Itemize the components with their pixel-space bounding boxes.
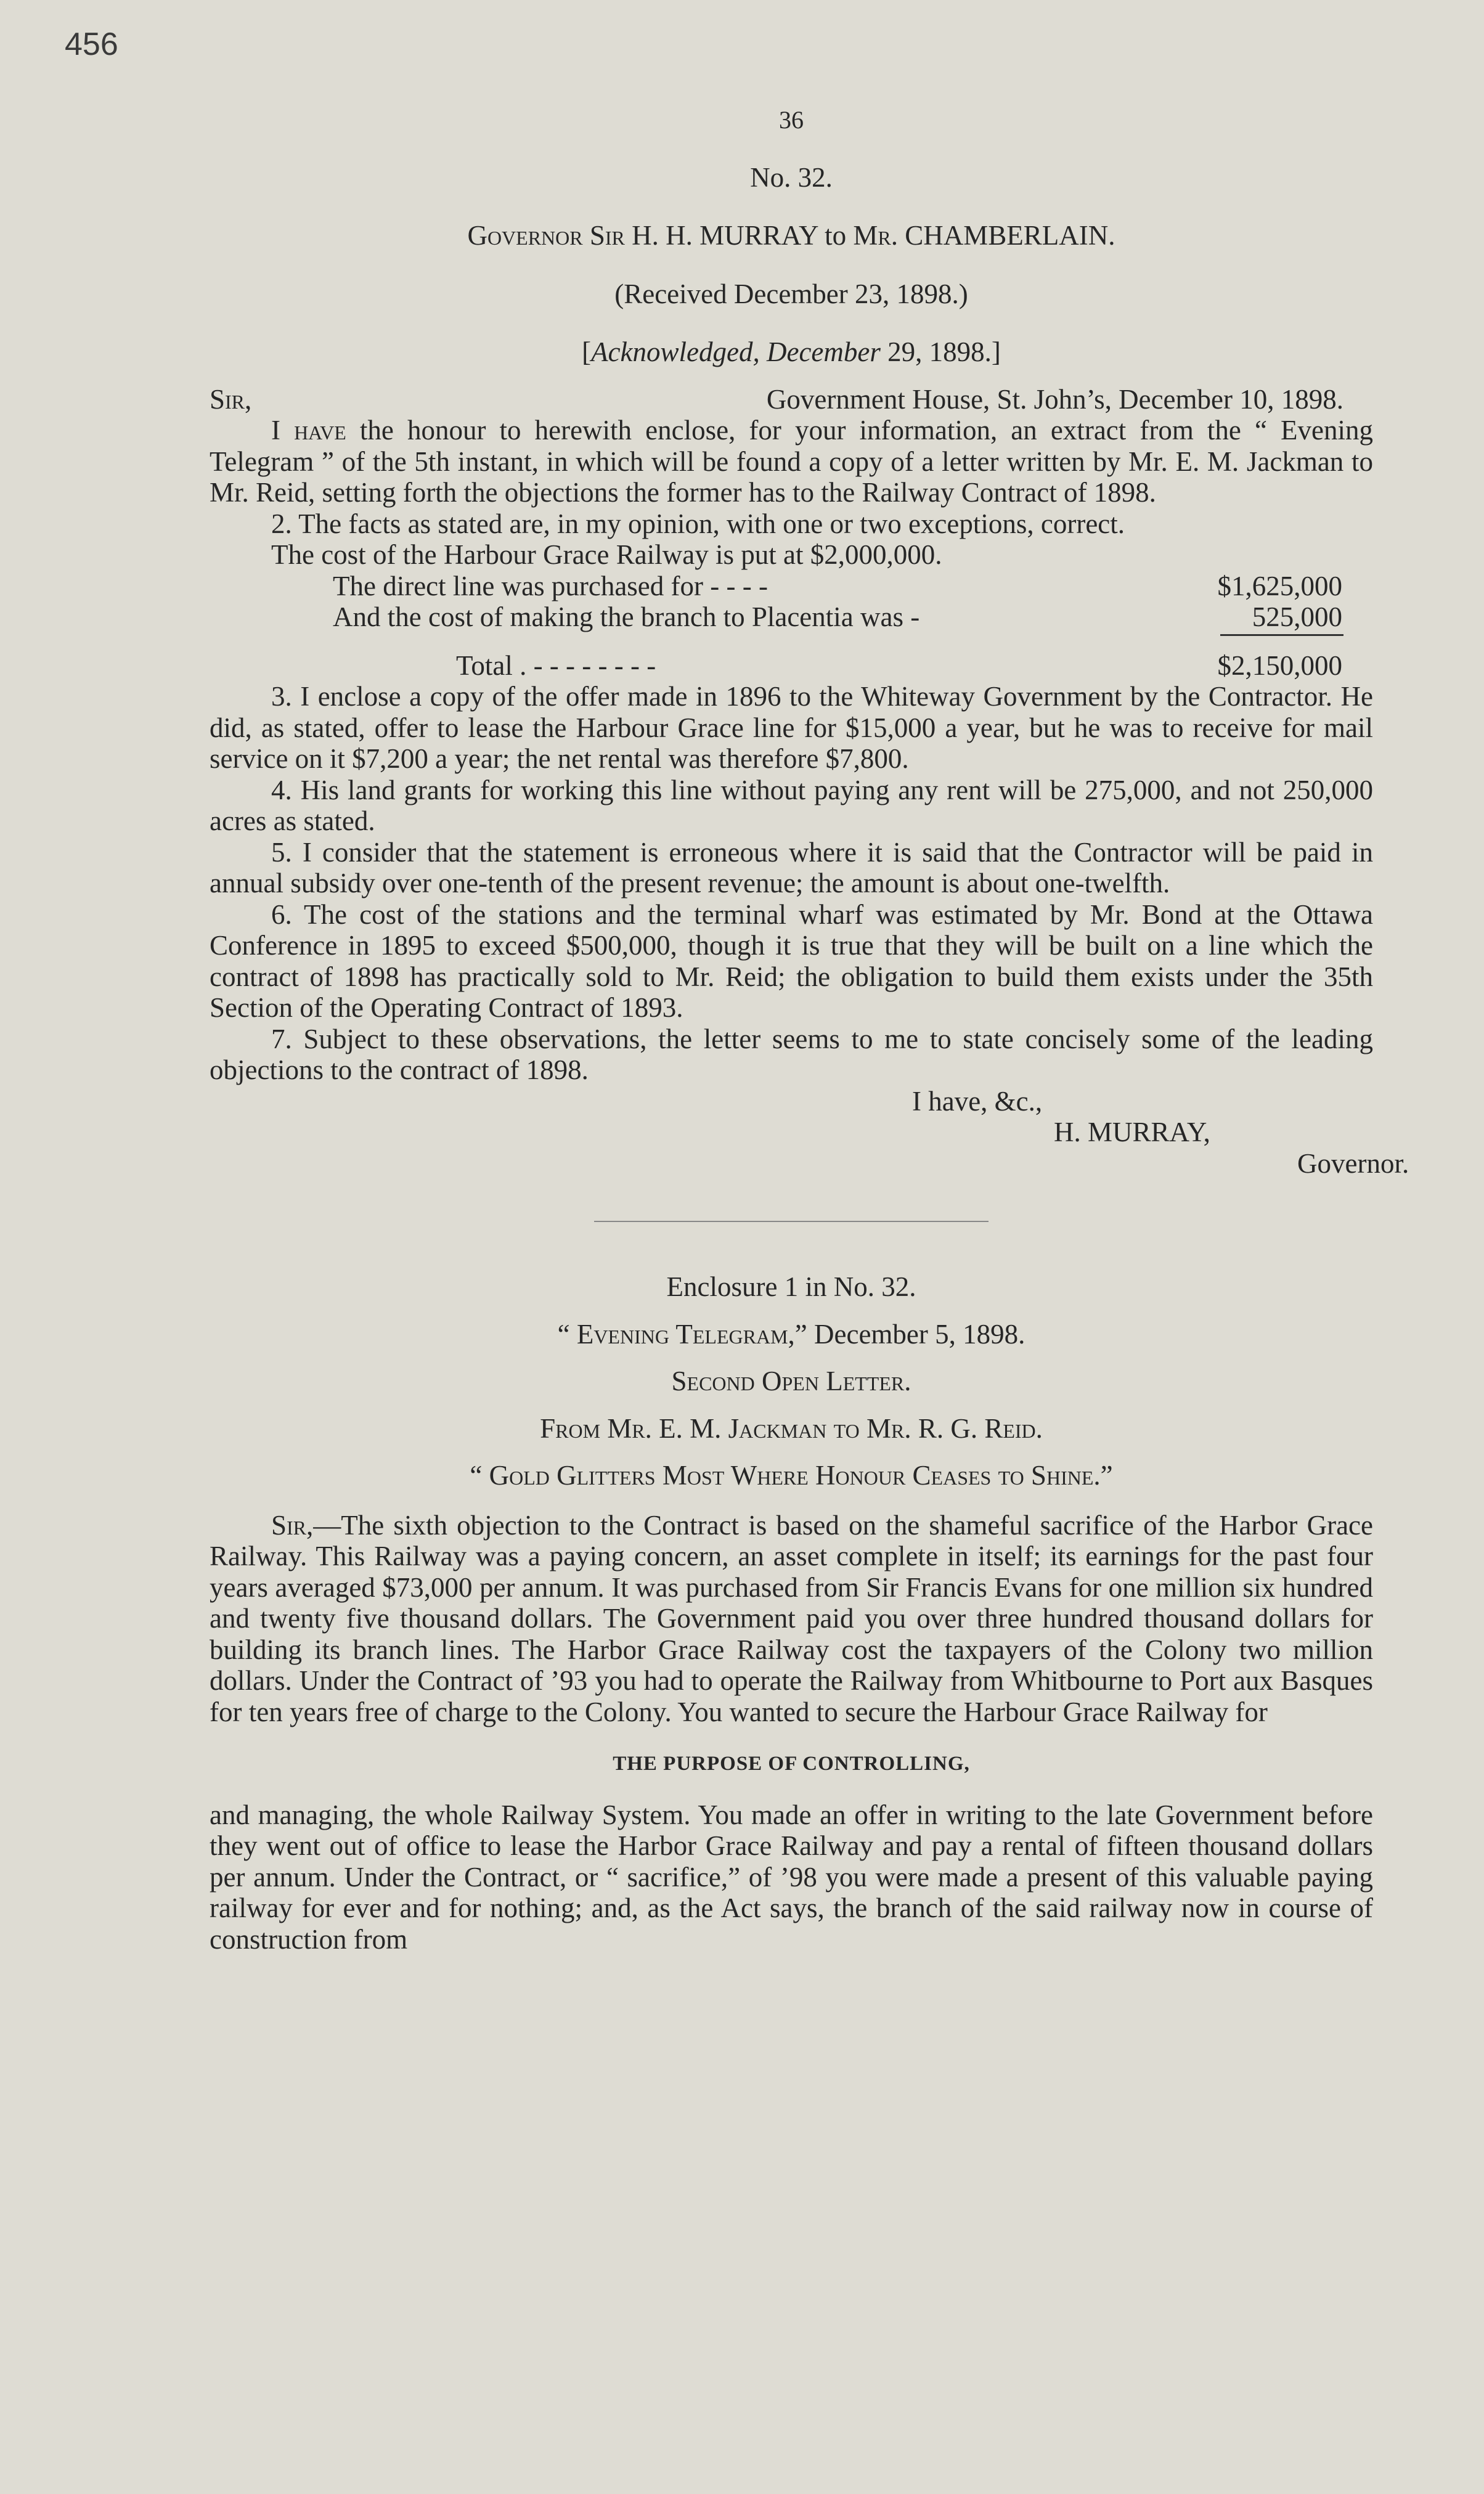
salutation: Sir, xyxy=(210,383,252,415)
letter-address: Government House, St. John’s, December 10, 1898. xyxy=(766,383,1343,415)
total-label: Total . - - - - - - - - xyxy=(456,650,656,681)
section-heading: THE PURPOSE OF CONTROLLING, xyxy=(613,1753,970,1775)
figure-amount: 525,000 xyxy=(1252,601,1342,632)
letter-paragraph-5: 5. I consider that the statement is erroneous where it is said that the Contractor will be paid in annual subsidy over one-tenth of the present revenue; the amount is about one-twelfth. xyxy=(210,836,1373,899)
title-sender-rank: Governor Sir xyxy=(467,220,625,251)
letter-header xyxy=(210,384,1373,415)
title-recipient-name: CHAMBERLAIN. xyxy=(898,220,1115,251)
figure-row xyxy=(333,571,1373,602)
letter-paragraph-2: 2. The facts as stated are, in my opinion, with one or two exceptions, correct. xyxy=(271,508,1125,539)
source-quote: “ xyxy=(557,1318,577,1350)
enclosure-motto: “ Gold Glitters Most Where Honour Ceases to Shine.” xyxy=(470,1460,1113,1491)
document-column xyxy=(210,105,1409,1955)
signature: H. MURRAY, xyxy=(1054,1117,1210,1147)
archive-page-stamp: 456 xyxy=(65,26,118,62)
enclosure-heading: Enclosure 1 in No. 32. xyxy=(666,1271,916,1302)
ack-bracket-open: [ xyxy=(582,336,592,367)
total-amount: $2,150,000 xyxy=(1217,650,1342,681)
cost-line: The cost of the Harbour Grace Railway is put at $2,000,000. xyxy=(271,539,942,570)
total-row xyxy=(333,650,1373,682)
source-date: December 5, 1898. xyxy=(807,1318,1025,1350)
figure-label: The direct line was purchased for - - - - xyxy=(333,570,768,601)
cost-figures xyxy=(210,571,1373,682)
closing-block xyxy=(210,1085,1409,1180)
source-newspaper: Evening Telegram,” xyxy=(576,1318,807,1350)
enclosure-salutation: Sir, xyxy=(271,1509,314,1541)
figure-row xyxy=(333,601,1373,633)
acknowledged-line xyxy=(210,336,1373,368)
figure-label: And the cost of making the branch to Placentia was - xyxy=(333,601,920,632)
closing: I have, &c., xyxy=(912,1085,1043,1117)
enclosure-subheading: Second Open Letter. xyxy=(671,1366,911,1396)
total-rule xyxy=(333,633,1373,639)
letter-paragraph-1 xyxy=(210,415,1373,508)
enclosure-paragraph-2: and managing, the whole Railway System. You made an offer in writing to the late Government before they went out of office to lease the Harbor Grace Railway and pay a rental of fifteen thousand dollars per annum. Under the Contract, or “ sacrifice,” of ’98 you were made a present of this valuable paying railway for ever and for nothing; and, as the Act says, the branch of the said railway now in course of construction from xyxy=(210,1799,1373,1955)
enclosure-from-line: From Mr. E. M. Jackman to Mr. R. G. Reid. xyxy=(540,1412,1043,1444)
document-number: No. 32. xyxy=(750,161,833,193)
enclosure-paragraph-1-text: —The sixth objection to the Contract is based on the shameful sacrifice of the Harbor Grace Railway. This Railway was a paying concern, an asset complete in itself; its earnings for the past four years averaged $73,000 per annum. It was purchased from Sir Francis Evans for one million six hundred and twenty five thousand dollars. The Government paid you over three hundred thousand dollars for building its branch lines. The Harbor Grace Railway cost the taxpayers of the Colony two million dollars. Under the Contract of ’93 you had to operate the Railway from Whitbourne to Port aux Basques for ten years free of charge to the Colony. You wanted to secure the Harbour Grace Railway for xyxy=(210,1509,1373,1727)
received-date: (Received December 23, 1898.) xyxy=(614,278,968,309)
title-sender-name: H. H. MURRAY xyxy=(624,220,825,251)
ack-bracket-close: ] xyxy=(991,336,1001,367)
paragraph-1-text: the honour to herewith enclose, for your information, an extract from the “ Evening Telegram ” of the 5th instant, in which will be found a copy of a letter written by Mr. E. M. Jackman to Mr. Reid, setting forth the objections the former has to the Railway Contract of 1898. xyxy=(210,415,1373,508)
document-title xyxy=(210,220,1373,251)
letter-paragraph-4: 4. His land grants for working this line without paying any rent will be 275,000, and not 250,000 acres as stated. xyxy=(210,774,1373,836)
letter-paragraph-6: 6. The cost of the stations and the terminal wharf was estimated by Mr. Bond at the Ottawa Conference in 1895 to exceed $500,000, though it is true that they will be built on a line which the contract of 1898 has practically sold to Mr. Reid; the obligation to build them exists under the 35th Section of the Operating Contract of 1893. xyxy=(210,899,1373,1023)
enclosure-source xyxy=(210,1319,1373,1350)
ack-text: Acknowledged, December xyxy=(591,336,881,367)
figure-amount: $1,625,000 xyxy=(1217,570,1342,601)
title-to: to xyxy=(825,220,847,251)
page-number: 36 xyxy=(779,106,804,134)
letter-paragraph-3: 3. I enclose a copy of the offer made in 1896 to the Whiteway Government by the Contractor. He did, as stated, offer to lease the Harbour Grace line for $15,000 a year, but he was to receive for mail service on it $7,200 a year; the net rental was therefore $7,800. xyxy=(210,681,1373,774)
opening-words: I have xyxy=(271,415,346,446)
signature-title: Governor. xyxy=(1297,1147,1409,1179)
ack-date: 29, 1898. xyxy=(880,336,992,367)
enclosure-paragraph-1 xyxy=(210,1510,1373,1728)
title-recipient-rank: Mr. xyxy=(846,220,899,251)
letter-paragraph-7: 7. Subject to these observations, the letter seems to me to state concisely some of the leading objections to the contract of 1898. xyxy=(210,1023,1373,1085)
section-divider xyxy=(594,1221,989,1222)
